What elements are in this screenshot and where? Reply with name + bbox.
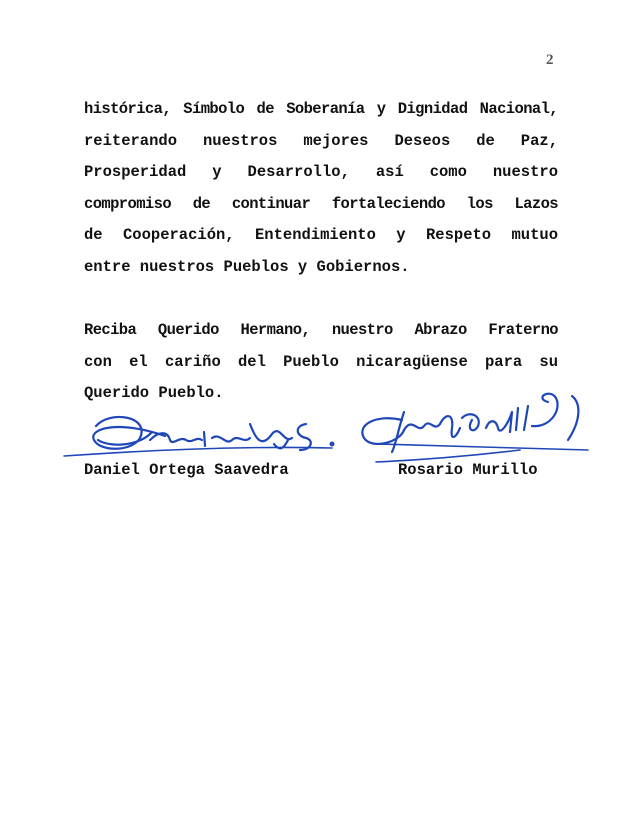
signature-right	[362, 394, 588, 462]
signer-name-right: Rosario Murillo	[398, 461, 538, 479]
text-line: Reciba Querido Hermano, nuestro Abrazo Fraterno	[84, 321, 558, 340]
text-line: Querido Pueblo.	[84, 384, 224, 403]
text-line: compromiso de continuar fortaleciendo los Lazos	[84, 194, 558, 213]
text-line: histórica, Símbolo de Soberanía y Dignidad Nacional,	[84, 100, 558, 118]
signer-name-left: Daniel Ortega Saavedra	[84, 461, 289, 479]
text-line: con el cariño del Pueblo nicaragüense para su	[84, 352, 558, 371]
text-line: de Cooperación, Entendimiento y Respeto mutuo	[84, 226, 558, 245]
signature-left	[64, 417, 333, 456]
page-number: 2	[546, 52, 554, 68]
text-line: Prosperidad y Desarrollo, así como nuestro	[84, 163, 558, 182]
text-line: reiterando nuestros mejores Deseos de Paz,	[84, 131, 558, 150]
text-line: entre nuestros Pueblos y Gobiernos.	[84, 257, 410, 276]
